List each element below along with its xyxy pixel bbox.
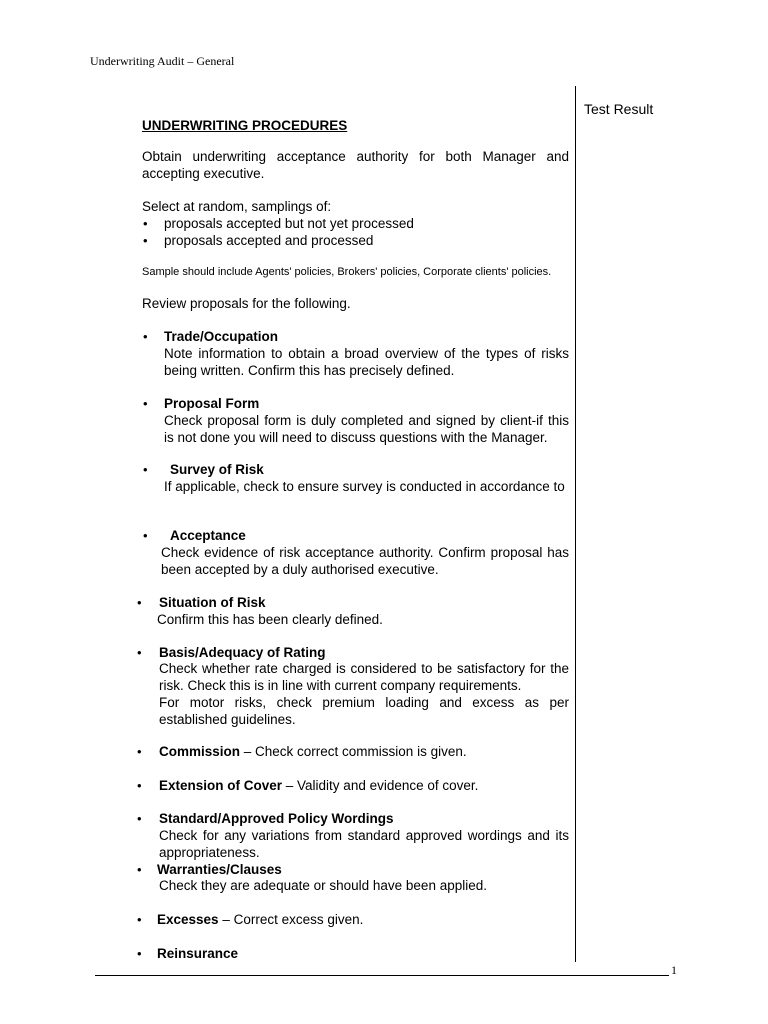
bullet-icon: • <box>143 396 148 411</box>
item-line <box>159 778 478 795</box>
footer-rule <box>95 975 669 976</box>
bullet-icon: • <box>137 946 142 961</box>
item-title: Trade/Occupation <box>164 329 279 344</box>
running-header: Underwriting Audit – General <box>90 54 235 68</box>
item-title: Proposal Form <box>164 396 260 411</box>
item-body: Check proposal form is duly completed and signed by client-if this is not done you will need to discuss questions with the Manager. <box>164 413 569 445</box>
bullet-icon: • <box>137 645 142 660</box>
item-title: Warranties/Clauses <box>157 862 282 877</box>
sample-note: Sample should include Agents' policies, Brokers' policies, Corporate clients' policies. <box>142 266 552 278</box>
item-title: Extension of Cover <box>159 778 283 793</box>
item-title: Reinsurance <box>157 946 239 961</box>
item-inline-text: – Check correct commission is given. <box>240 744 467 759</box>
column-divider <box>575 86 576 962</box>
test-result-heading: Test Result <box>584 101 654 117</box>
select-lead: Select at random, samplings of: <box>142 199 332 214</box>
bullet-icon: • <box>143 233 148 248</box>
item-inline-text: – Validity and evidence of cover. <box>282 778 479 793</box>
item-body: Note information to obtain a broad overview of the types of risks being written. Confirm this has precisely defined. <box>164 346 569 378</box>
item-title: Survey of Risk <box>170 462 264 477</box>
review-lead: Review proposals for the following. <box>142 296 351 311</box>
sampling-item: proposals accepted but not yet processed <box>164 216 414 231</box>
section-title: UNDERWRITING PROCEDURES <box>142 118 348 133</box>
bullet-icon: • <box>143 462 148 477</box>
item-body: Check evidence of risk acceptance authority. Confirm proposal has been accepted by a duly authorised executive. <box>161 545 569 577</box>
intro-paragraph: Obtain underwriting acceptance authority for both Manager and accepting executive. <box>142 149 569 181</box>
bullet-icon: • <box>137 595 142 610</box>
item-line <box>159 744 467 761</box>
item-title: Commission <box>159 744 241 759</box>
item-title: Basis/Adequacy of Rating <box>159 645 326 660</box>
sampling-item: proposals accepted and processed <box>164 233 374 248</box>
item-body: If applicable, check to ensure survey is conducted in accordance to <box>164 479 565 494</box>
item-title: Standard/Approved Policy Wordings <box>159 811 394 826</box>
bullet-icon: • <box>143 329 148 344</box>
bullet-icon: • <box>143 528 148 543</box>
bullet-icon: • <box>143 216 148 231</box>
item-body: Confirm this has been clearly defined. <box>157 612 383 627</box>
bullet-icon: • <box>137 862 142 877</box>
bullet-icon: • <box>137 778 142 793</box>
page-number: 1 <box>671 963 677 977</box>
item-body: Check for any variations from standard approved wordings and its appropriateness. <box>159 828 569 860</box>
item-inline-text: – Correct excess given. <box>218 912 364 927</box>
bullet-icon: • <box>137 912 142 927</box>
item-title: Excesses <box>157 912 219 927</box>
bullet-icon: • <box>137 744 142 759</box>
item-line <box>157 912 363 929</box>
item-body: Check whether rate charged is considered to be satisfactory for the risk. Check this is in line with current company requirements. <box>159 661 569 693</box>
bullet-icon: • <box>137 811 142 826</box>
item-title: Acceptance <box>170 528 246 543</box>
item-title: Situation of Risk <box>159 595 266 610</box>
item-body-note: For motor risks, check premium loading and excess as per established guidelines. <box>159 695 569 727</box>
item-body: Check they are adequate or should have been applied. <box>159 878 487 893</box>
